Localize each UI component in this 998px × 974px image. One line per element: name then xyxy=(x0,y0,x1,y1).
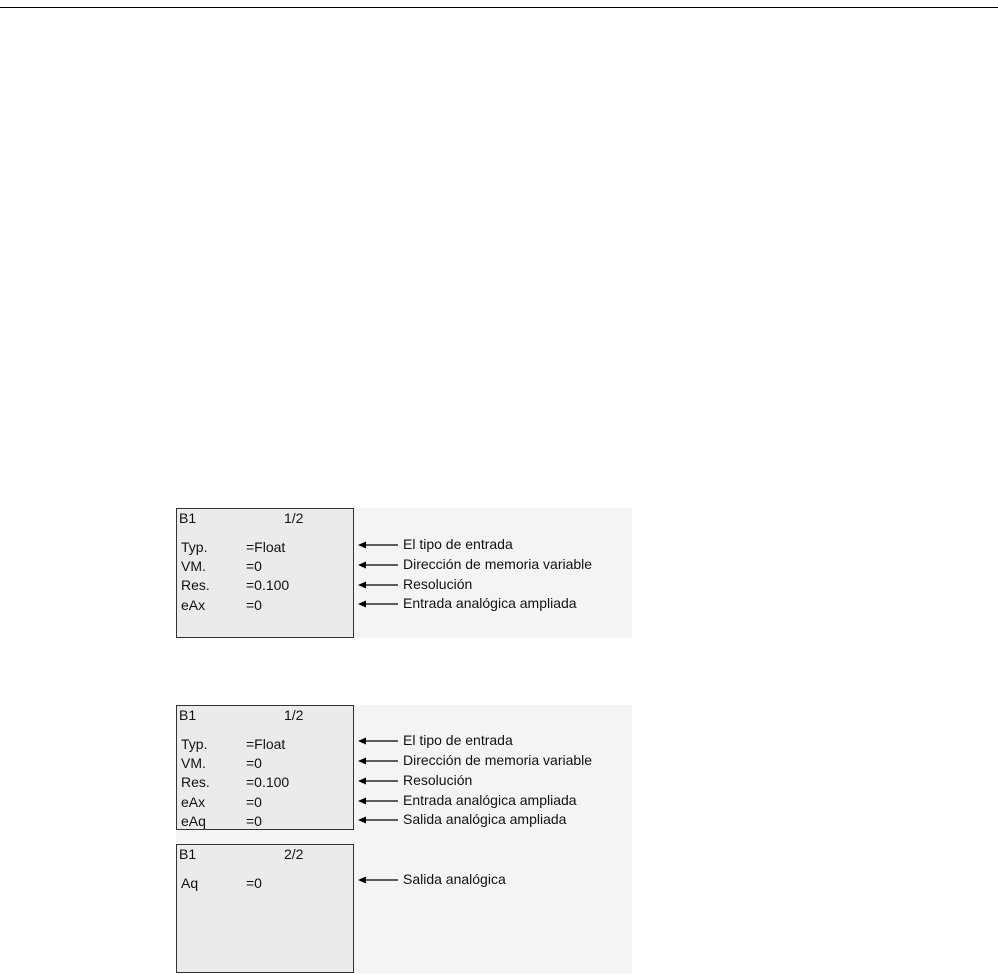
arrow-left-icon xyxy=(358,776,398,786)
param-name-eaq: eAq xyxy=(181,813,206,829)
param-name-res: Res. xyxy=(181,577,210,593)
param-value-eax: =0 xyxy=(246,597,262,613)
page-indicator: 2/2 xyxy=(284,846,304,862)
arrow-left-icon xyxy=(358,560,398,570)
figure-parameter-display-2 xyxy=(176,705,632,973)
block-label: B1 xyxy=(179,846,197,862)
block-label: B1 xyxy=(179,510,197,526)
param-name-eax: eAx xyxy=(181,794,206,810)
arrow-left-icon xyxy=(358,796,398,806)
page-indicator: 1/2 xyxy=(284,707,304,723)
arrow-left-icon xyxy=(358,736,398,746)
param-name-vm: VM. xyxy=(181,755,206,771)
annotation-analog-output: Salida analógica xyxy=(403,871,506,887)
param-value-eaq: =0 xyxy=(246,813,262,829)
parameter-panel-page-1 xyxy=(176,705,354,830)
parameter-panel-page-2 xyxy=(176,844,354,973)
annotation-resolution: Resolución xyxy=(403,772,473,788)
param-name-eax: eAx xyxy=(181,597,206,613)
param-name-res: Res. xyxy=(181,774,210,790)
param-value-eax: =0 xyxy=(246,794,262,810)
annotation-extended-analog-output: Salida analógica ampliada xyxy=(403,811,567,827)
param-name-typ: Typ. xyxy=(181,539,208,555)
parameter-panel xyxy=(176,508,354,638)
annotation-variable-memory: Dirección de memoria variable xyxy=(403,752,593,768)
arrow-left-icon xyxy=(358,875,398,885)
annotation-extended-analog-input: Entrada analógica ampliada xyxy=(403,595,577,611)
param-value-res: =0.100 xyxy=(246,774,290,790)
arrow-left-icon xyxy=(358,580,398,590)
param-name-aq: Aq xyxy=(181,875,199,891)
param-value-typ: =Float xyxy=(246,736,286,752)
header-rule xyxy=(0,7,998,8)
arrow-left-icon xyxy=(358,540,398,550)
figure-parameter-display-1 xyxy=(176,508,632,638)
annotation-extended-analog-input: Entrada analógica ampliada xyxy=(403,792,577,808)
annotation-input-type: El tipo de entrada xyxy=(403,536,513,552)
param-value-vm: =0 xyxy=(246,558,262,574)
arrow-left-icon xyxy=(358,599,398,609)
annotation-input-type: El tipo de entrada xyxy=(403,732,513,748)
annotation-resolution: Resolución xyxy=(403,576,473,592)
arrow-left-icon xyxy=(358,815,398,825)
param-value-res: =0.100 xyxy=(246,577,290,593)
param-name-vm: VM. xyxy=(181,558,206,574)
annotation-variable-memory: Dirección de memoria variable xyxy=(403,556,593,572)
page-indicator: 1/2 xyxy=(284,510,304,526)
param-name-typ: Typ. xyxy=(181,736,208,752)
param-value-typ: =Float xyxy=(246,539,286,555)
param-value-aq: =0 xyxy=(246,875,262,891)
block-label: B1 xyxy=(179,707,197,723)
arrow-left-icon xyxy=(358,756,398,766)
param-value-vm: =0 xyxy=(246,755,262,771)
